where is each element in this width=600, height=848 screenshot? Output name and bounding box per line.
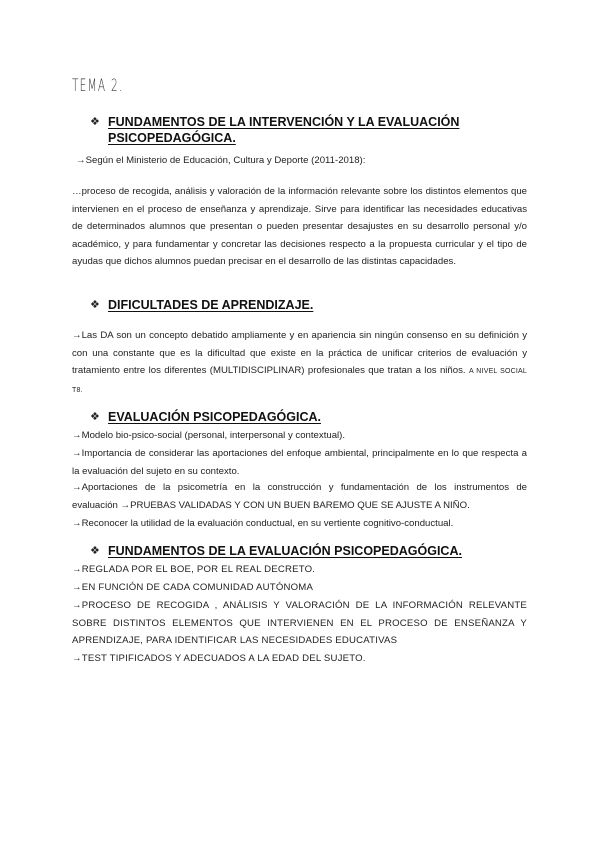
section-heading-evaluacion xyxy=(90,409,321,425)
section-title: FUNDAMENTOS DE LA EVALUACIÓN PSICOPEDAGÓGICA. xyxy=(108,544,462,558)
section-title: FUNDAMENTOS DE LA INTERVENCIÓN Y LA EVALUACIÓN PSICOPEDAGÓGICA. xyxy=(108,115,460,145)
list-item: evaluación →PRUEBAS VALIDADAS Y CON UN BUEN BAREMO QUE SE AJUSTE A NIÑO. xyxy=(72,500,470,511)
social-level-tag: A NIVEL SOCIAL T8. xyxy=(72,368,528,394)
section-heading-fundamentos-intervencion xyxy=(90,114,470,146)
topic-title: TEMA 2. xyxy=(72,76,124,96)
source-line: →Según el Ministerio de Educación, Cultura y Deporte (2011-2018): xyxy=(76,155,366,166)
list-item: →TEST TIPIFICADOS Y ADECUADOS A LA EDAD DEL SUJETO. xyxy=(72,653,366,664)
difficulties-paragraph xyxy=(72,327,527,399)
list-item: →Reconocer la utilidad de la evaluación conductual, en su vertiente cognitivo-conductual. xyxy=(72,518,454,529)
list-item: →Importancia de considerar las aportaciones del enfoque ambiental, principalmente en lo que respecta a la evaluación del sujeto en su contexto. xyxy=(72,448,527,477)
list-item: →Aportaciones de la psicometría en la construcción y fundamentación de los instrumentos de xyxy=(72,482,527,493)
difficulties-text: →Las DA son un concepto debatido ampliamente y en apariencia sin ningún consenso en su definición y con una constante que es la dificultad que existe en la práctica de unificar criterios de evaluación y tratamiento entre los diferentes (MULTIDISCIPLINAR) profesionales que tratan a los niños. xyxy=(72,330,527,376)
section-heading-dificultades xyxy=(90,297,313,313)
diamond-bullet-icon: ❖ xyxy=(90,116,100,128)
section-heading-fundamentos-evaluacion xyxy=(90,543,462,559)
list-item: →REGLADA POR EL BOE, POR EL REAL DECRETO. xyxy=(72,564,316,575)
definition-paragraph: …proceso de recogida, análisis y valoración de la información relevante sobre los distintos elementos que intervienen en el proceso de enseñanza y aprendizaje. Sirve para identificar las necesidades educativas de determinados alumnos que presentan o pueden presentar desajustes en su desarrollo personal y/o académico, y para fundamentar y concretar las decisiones respecto a la propuesta curricular y el tipo de ayudas que dichos alumnos puedan precisar en el desarrollo de las distintas capacidades. xyxy=(72,186,527,267)
section-title: EVALUACIÓN PSICOPEDAGÓGICA. xyxy=(108,410,321,424)
list-item: →PROCESO DE RECOGIDA , ANÁLISIS Y VALORACIÓN DE LA INFORMACIÓN RELEVANTE SOBRE DISTINTOS ELEMENTOS QUE INTERVIENEN EN EL PROCESO DE ENSEÑANZA Y APRENDIZAJE, PARA IDENTIFICAR LAS NECESIDADES EDUCATIVAS xyxy=(72,600,527,646)
diamond-bullet-icon: ❖ xyxy=(90,299,100,311)
section-title: DIFICULTADES DE APRENDIZAJE. xyxy=(108,298,314,312)
diamond-bullet-icon: ❖ xyxy=(90,545,100,557)
diamond-bullet-icon: ❖ xyxy=(90,411,100,423)
list-item: →Modelo bio-psico-social (personal, interpersonal y contextual). xyxy=(72,430,346,441)
list-item: →EN FUNCIÓN DE CADA COMUNIDAD AUTÓNOMA xyxy=(72,582,314,593)
